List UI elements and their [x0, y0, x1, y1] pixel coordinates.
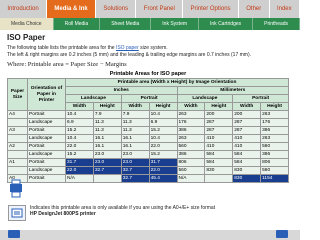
intro-prefix: The following table lists the printable area for the [7, 45, 116, 51]
cell-value: N/A [66, 175, 94, 183]
forward-arrow-icon[interactable] [276, 230, 288, 238]
cell-orientation: Portrait [28, 111, 66, 119]
info-icon [8, 205, 26, 221]
cell-value: 15.2 [66, 151, 94, 159]
cell-value: 200 [233, 111, 261, 119]
cell-value: 16.1 [121, 135, 149, 143]
header-height: Height [149, 103, 177, 111]
subtab-roll-media[interactable]: Roll Media [54, 18, 101, 30]
header-width: Width [233, 103, 261, 111]
header-portrait-in: Portrait [121, 95, 177, 103]
header-landscape-mm: Landscape [177, 95, 233, 103]
table-row [8, 119, 289, 127]
table-row [8, 135, 289, 143]
cell-paper-size [8, 167, 28, 175]
cell-orientation: Landscape [28, 135, 66, 143]
cell-value: 386 [177, 151, 205, 159]
header-height: Height [261, 103, 289, 111]
cell-value: 6.9 [149, 119, 177, 127]
cell-paper-size: A1 [8, 159, 28, 167]
cell-paper-size: A0 [8, 175, 28, 183]
header-group: Printable area (Width x Height) by Image Orientation [66, 79, 289, 87]
cell-paper-size [8, 119, 28, 127]
cell-value: 176 [261, 119, 289, 127]
cell-value: 23.0 [93, 159, 121, 167]
cell-value: 830 [233, 167, 261, 175]
header-height: Height [205, 103, 233, 111]
header-landscape-in: Landscape [66, 95, 122, 103]
cell-value: 560 [177, 143, 205, 151]
content-area [7, 33, 293, 183]
cell-orientation: Landscape [28, 151, 66, 159]
cell-value: 22.0 [66, 167, 94, 175]
cell-value: 32.7 [121, 175, 149, 183]
cell-value: 22.0 [149, 143, 177, 151]
table-row [8, 159, 289, 167]
cell-paper-size: A4 [8, 111, 28, 119]
subtab-sheet-media[interactable]: Sheet Media [100, 18, 151, 30]
cell-value: 287 [205, 119, 233, 127]
table-row [8, 127, 289, 135]
cell-value: 386 [261, 127, 289, 135]
cell-value: 584 [233, 159, 261, 167]
cell-value: 32.7 [121, 167, 149, 175]
side-icons [8, 178, 24, 207]
cell-value: 263 [177, 135, 205, 143]
cell-value: 560 [261, 167, 289, 175]
back-arrow-icon[interactable] [8, 230, 20, 238]
tab-solutions[interactable]: Solutions [96, 0, 136, 18]
cell-value: 410 [205, 135, 233, 143]
note-text [30, 205, 290, 217]
table-row [8, 111, 289, 119]
header-width: Width [177, 103, 205, 111]
cell-value: 16.1 [93, 135, 121, 143]
table-caption: Printable Areas for ISO paper [109, 71, 187, 77]
header-height: Height [93, 103, 121, 111]
cell-value: N/A [177, 175, 205, 183]
printer-icon[interactable] [8, 178, 24, 202]
main-tab-bar [0, 0, 300, 18]
cell-value: 15.2 [66, 127, 94, 135]
cell-value: 11.3 [121, 119, 149, 127]
tab-index[interactable]: Index [270, 0, 300, 18]
cell-value: 11.3 [93, 119, 121, 127]
cell-value: 11.3 [121, 127, 149, 135]
cell-value: 16.1 [93, 143, 121, 151]
cell-value: 7.9 [121, 111, 149, 119]
cell-value: 22.0 [66, 143, 94, 151]
cell-value: 15.2 [149, 127, 177, 135]
cell-paper-size: A2 [8, 143, 28, 151]
printable-area-table [7, 78, 289, 183]
cell-value: 7.9 [93, 111, 121, 119]
sub-tab-bar [0, 18, 300, 30]
cell-value: 23.0 [93, 151, 121, 159]
intro-suffix: size system. [138, 45, 168, 51]
cell-value: 15.2 [149, 151, 177, 159]
cell-value: 560 [177, 167, 205, 175]
cell-paper-size [8, 135, 28, 143]
page-title: ISO Paper [7, 33, 46, 42]
cell-value: 10.4 [149, 111, 177, 119]
cell-value [93, 175, 121, 183]
header-width: Width [66, 103, 94, 111]
cell-value: 10.4 [149, 135, 177, 143]
tab-introduction[interactable]: Introduction [0, 0, 47, 18]
cell-value: 22.0 [149, 167, 177, 175]
header-inches: Inches [66, 87, 178, 95]
header-width: Width [121, 103, 149, 111]
note-line-2: HP DesignJet 800PS printer [30, 211, 96, 217]
header-orientation: Orientation of Paper in Printer [28, 79, 66, 111]
subtab-media-choice[interactable]: Media Choice [0, 18, 54, 30]
formula-text: Where: Printable area = Paper Size − Margins [7, 61, 127, 68]
table-row [8, 167, 289, 175]
cell-value: 584 [205, 151, 233, 159]
tab-front-panel[interactable]: Front Panel [136, 0, 183, 18]
cell-paper-size: A3 [8, 127, 28, 135]
cell-orientation: Portrait [28, 143, 66, 151]
cell-value: 23.0 [121, 159, 149, 167]
cell-value: 32.7 [93, 167, 121, 175]
cell-value: 16.1 [121, 143, 149, 151]
cell-value: 584 [205, 159, 233, 167]
cell-value: 410 [205, 143, 233, 151]
cell-value: 806 [261, 159, 289, 167]
table-row [8, 151, 289, 159]
tab-printer-options[interactable]: Printer Options [183, 0, 239, 18]
cell-paper-size [8, 151, 28, 159]
cell-value [205, 175, 233, 183]
cell-orientation: Landscape [28, 119, 66, 127]
cell-value: 287 [233, 119, 261, 127]
cell-value: 10.4 [66, 111, 94, 119]
cell-value: 830 [205, 167, 233, 175]
cell-value: 6.9 [66, 119, 94, 127]
cell-value: 23.0 [121, 151, 149, 159]
cell-value: 263 [261, 111, 289, 119]
bottom-bar [0, 230, 300, 240]
cell-value: 1154 [261, 175, 289, 183]
table-row [8, 143, 289, 151]
cell-orientation: Portrait [28, 175, 66, 183]
cell-orientation: Landscape [28, 167, 66, 175]
cell-value: 31.7 [66, 159, 94, 167]
subtab-ink-system[interactable]: Ink System [151, 18, 199, 30]
header-paper-size: Paper Size [8, 79, 28, 111]
cell-value: 263 [261, 135, 289, 143]
cell-value: 287 [205, 127, 233, 135]
cell-value: 263 [177, 111, 205, 119]
cell-value: 410 [233, 135, 261, 143]
cell-orientation: Portrait [28, 159, 66, 167]
cell-value: 11.3 [93, 127, 121, 135]
note-line-1: Indicates this printable area is only available if you are using the A0+/E+ size format [30, 205, 216, 211]
cell-value: 45.4 [149, 175, 177, 183]
cell-orientation: Portrait [28, 127, 66, 135]
cell-value: 176 [177, 119, 205, 127]
cell-value: 287 [233, 127, 261, 135]
subtab-ink-cartridges[interactable]: Ink Cartridges [199, 18, 253, 30]
cell-value: 386 [177, 127, 205, 135]
header-portrait-mm: Portrait [233, 95, 289, 103]
cell-value: 410 [233, 143, 261, 151]
cell-value: 200 [205, 111, 233, 119]
tab-media-ink[interactable]: Media & Ink [47, 0, 96, 18]
cell-value: 584 [233, 151, 261, 159]
table-row [8, 175, 289, 183]
cell-value: 10.4 [66, 135, 94, 143]
cell-value: 386 [261, 151, 289, 159]
margins-text: The left & right margins are 0.2 inches (5 mm) and the leading & trailing edge margins are 0.7 inches (17 mm). [7, 52, 252, 58]
intro-text [7, 45, 293, 52]
cell-value: 830 [233, 175, 261, 183]
tab-other[interactable]: Other [239, 0, 270, 18]
header-millimeters: Millimeters [177, 87, 289, 95]
cell-value: 806 [177, 159, 205, 167]
cell-value: 31.7 [149, 159, 177, 167]
cell-value: 560 [261, 143, 289, 151]
iso-paper-link[interactable]: ISO paper [115, 45, 139, 51]
subtab-printheads[interactable]: Printheads [253, 18, 300, 30]
